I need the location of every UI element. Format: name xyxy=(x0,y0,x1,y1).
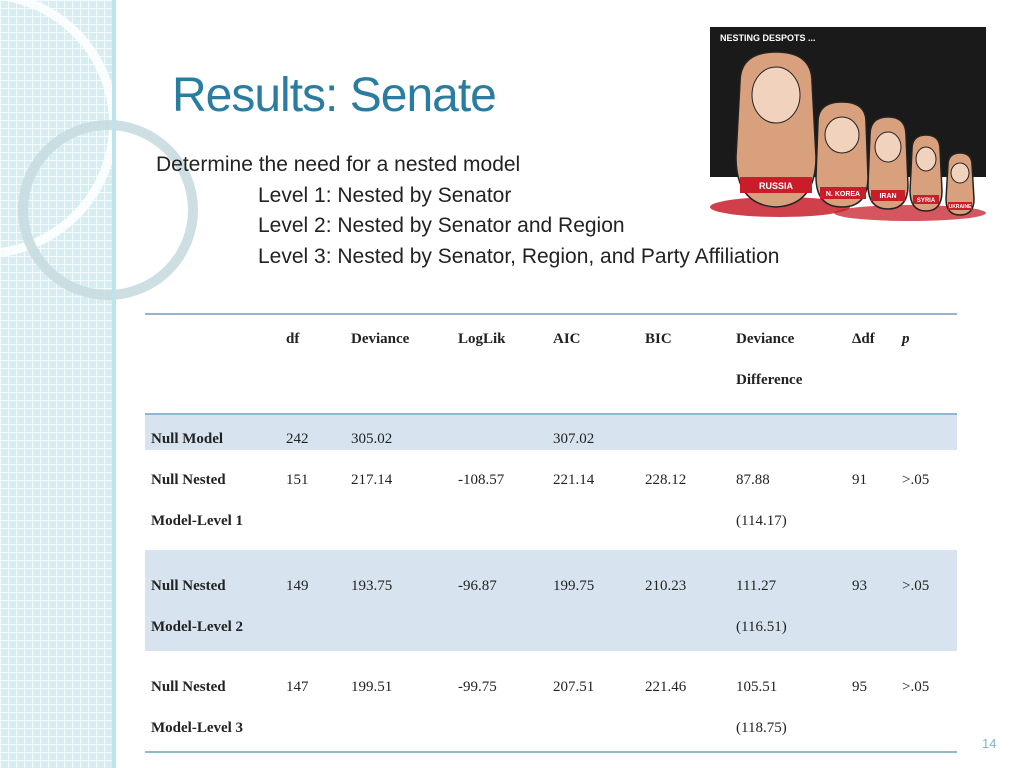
doll-iran xyxy=(868,117,908,209)
level-3-text: Level 3: Nested by Senator, Region, and Party Affiliation xyxy=(258,245,780,268)
header-aic: AIC xyxy=(553,331,581,347)
cell-deviance-difference xyxy=(730,414,846,450)
doll-russia xyxy=(736,52,816,207)
level-1-text: Level 1: Nested by Senator xyxy=(258,184,512,207)
slide-title: Results: Senate xyxy=(172,69,496,122)
side-decoration xyxy=(0,0,112,768)
cell-bic: 221.46 xyxy=(645,679,687,695)
cell-delta-df: 93 xyxy=(846,550,896,651)
doll-label: IRAN xyxy=(879,193,897,200)
header-empty xyxy=(145,314,280,414)
doll-label: N. KOREA xyxy=(825,191,861,198)
cell-aic: 307.02 xyxy=(547,414,639,450)
table-row-level-1 xyxy=(145,450,957,550)
cell-df: 147 xyxy=(286,679,309,695)
header-df: df xyxy=(286,331,300,347)
header-p: p xyxy=(902,331,910,347)
cell-deviance: 305.02 xyxy=(345,414,452,450)
doll-ukraine xyxy=(946,153,974,215)
cell-loglik: -108.57 xyxy=(458,472,505,488)
cell-df: 149 xyxy=(280,550,345,651)
table-row-null-model xyxy=(145,414,957,450)
doll-label: RUSSIA xyxy=(758,181,794,191)
cell-delta-df: 95 xyxy=(852,679,867,695)
level-2-text: Level 2: Nested by Senator and Region xyxy=(258,214,625,237)
row-label: Null Nested Model-Level 1 xyxy=(151,472,244,529)
header-deviance: Deviance xyxy=(351,331,410,347)
cell-bic: 228.12 xyxy=(645,472,687,488)
cell-deviance-difference: 111.27 (116.51) xyxy=(730,550,846,651)
cell-bic: 210.23 xyxy=(639,550,730,651)
doll-north-korea xyxy=(816,102,868,207)
cell-deviance-difference: 87.88 (114.17) xyxy=(736,472,787,529)
table-row-level-2 xyxy=(145,550,957,651)
row-label: Null Model xyxy=(145,414,280,450)
side-edge xyxy=(112,0,116,768)
header-deviance-difference: Deviance Difference xyxy=(736,331,803,388)
doll-label: UKRAINE xyxy=(948,204,972,210)
header-delta-df: Δdf xyxy=(852,331,875,347)
doll-label: SYRIA xyxy=(916,198,936,204)
page-number: 14 xyxy=(982,736,997,751)
cell-deviance: 199.51 xyxy=(351,679,393,695)
cell-loglik: -99.75 xyxy=(458,679,497,695)
cell-bic xyxy=(639,414,730,450)
cell-deviance-difference: 105.51 (118.75) xyxy=(736,679,787,736)
cell-p: >.05 xyxy=(902,472,930,488)
slide-subtitle: Determine the need for a nested model xyxy=(156,153,521,176)
row-label: Null Nested Model-Level 2 xyxy=(145,550,280,651)
header-bic: BIC xyxy=(645,331,672,347)
cell-aic: 199.75 xyxy=(547,550,639,651)
cell-loglik xyxy=(452,414,547,450)
cell-deviance: 193.75 xyxy=(345,550,452,651)
results-table xyxy=(145,313,957,753)
cell-delta-df: 91 xyxy=(852,472,867,488)
cell-aic: 221.14 xyxy=(553,472,595,488)
decor-ring xyxy=(18,120,198,300)
cell-p: >.05 xyxy=(896,550,957,651)
header-loglik: LogLik xyxy=(458,331,506,347)
cell-df: 242 xyxy=(280,414,345,450)
table-header-row xyxy=(145,314,957,414)
doll-syria xyxy=(910,135,942,211)
row-label: Null Nested Model-Level 3 xyxy=(151,679,244,736)
cell-df: 151 xyxy=(286,472,309,488)
cell-delta-df xyxy=(846,414,896,450)
cartoon-caption: NESTING DESPOTS ... xyxy=(720,33,816,43)
nesting-dolls-cartoon xyxy=(710,27,986,223)
cell-deviance: 217.14 xyxy=(351,472,393,488)
cell-aic: 207.51 xyxy=(553,679,595,695)
cell-loglik: -96.87 xyxy=(452,550,547,651)
cell-p xyxy=(896,414,957,450)
cell-p: >.05 xyxy=(902,679,930,695)
table-row-level-3 xyxy=(145,651,957,752)
